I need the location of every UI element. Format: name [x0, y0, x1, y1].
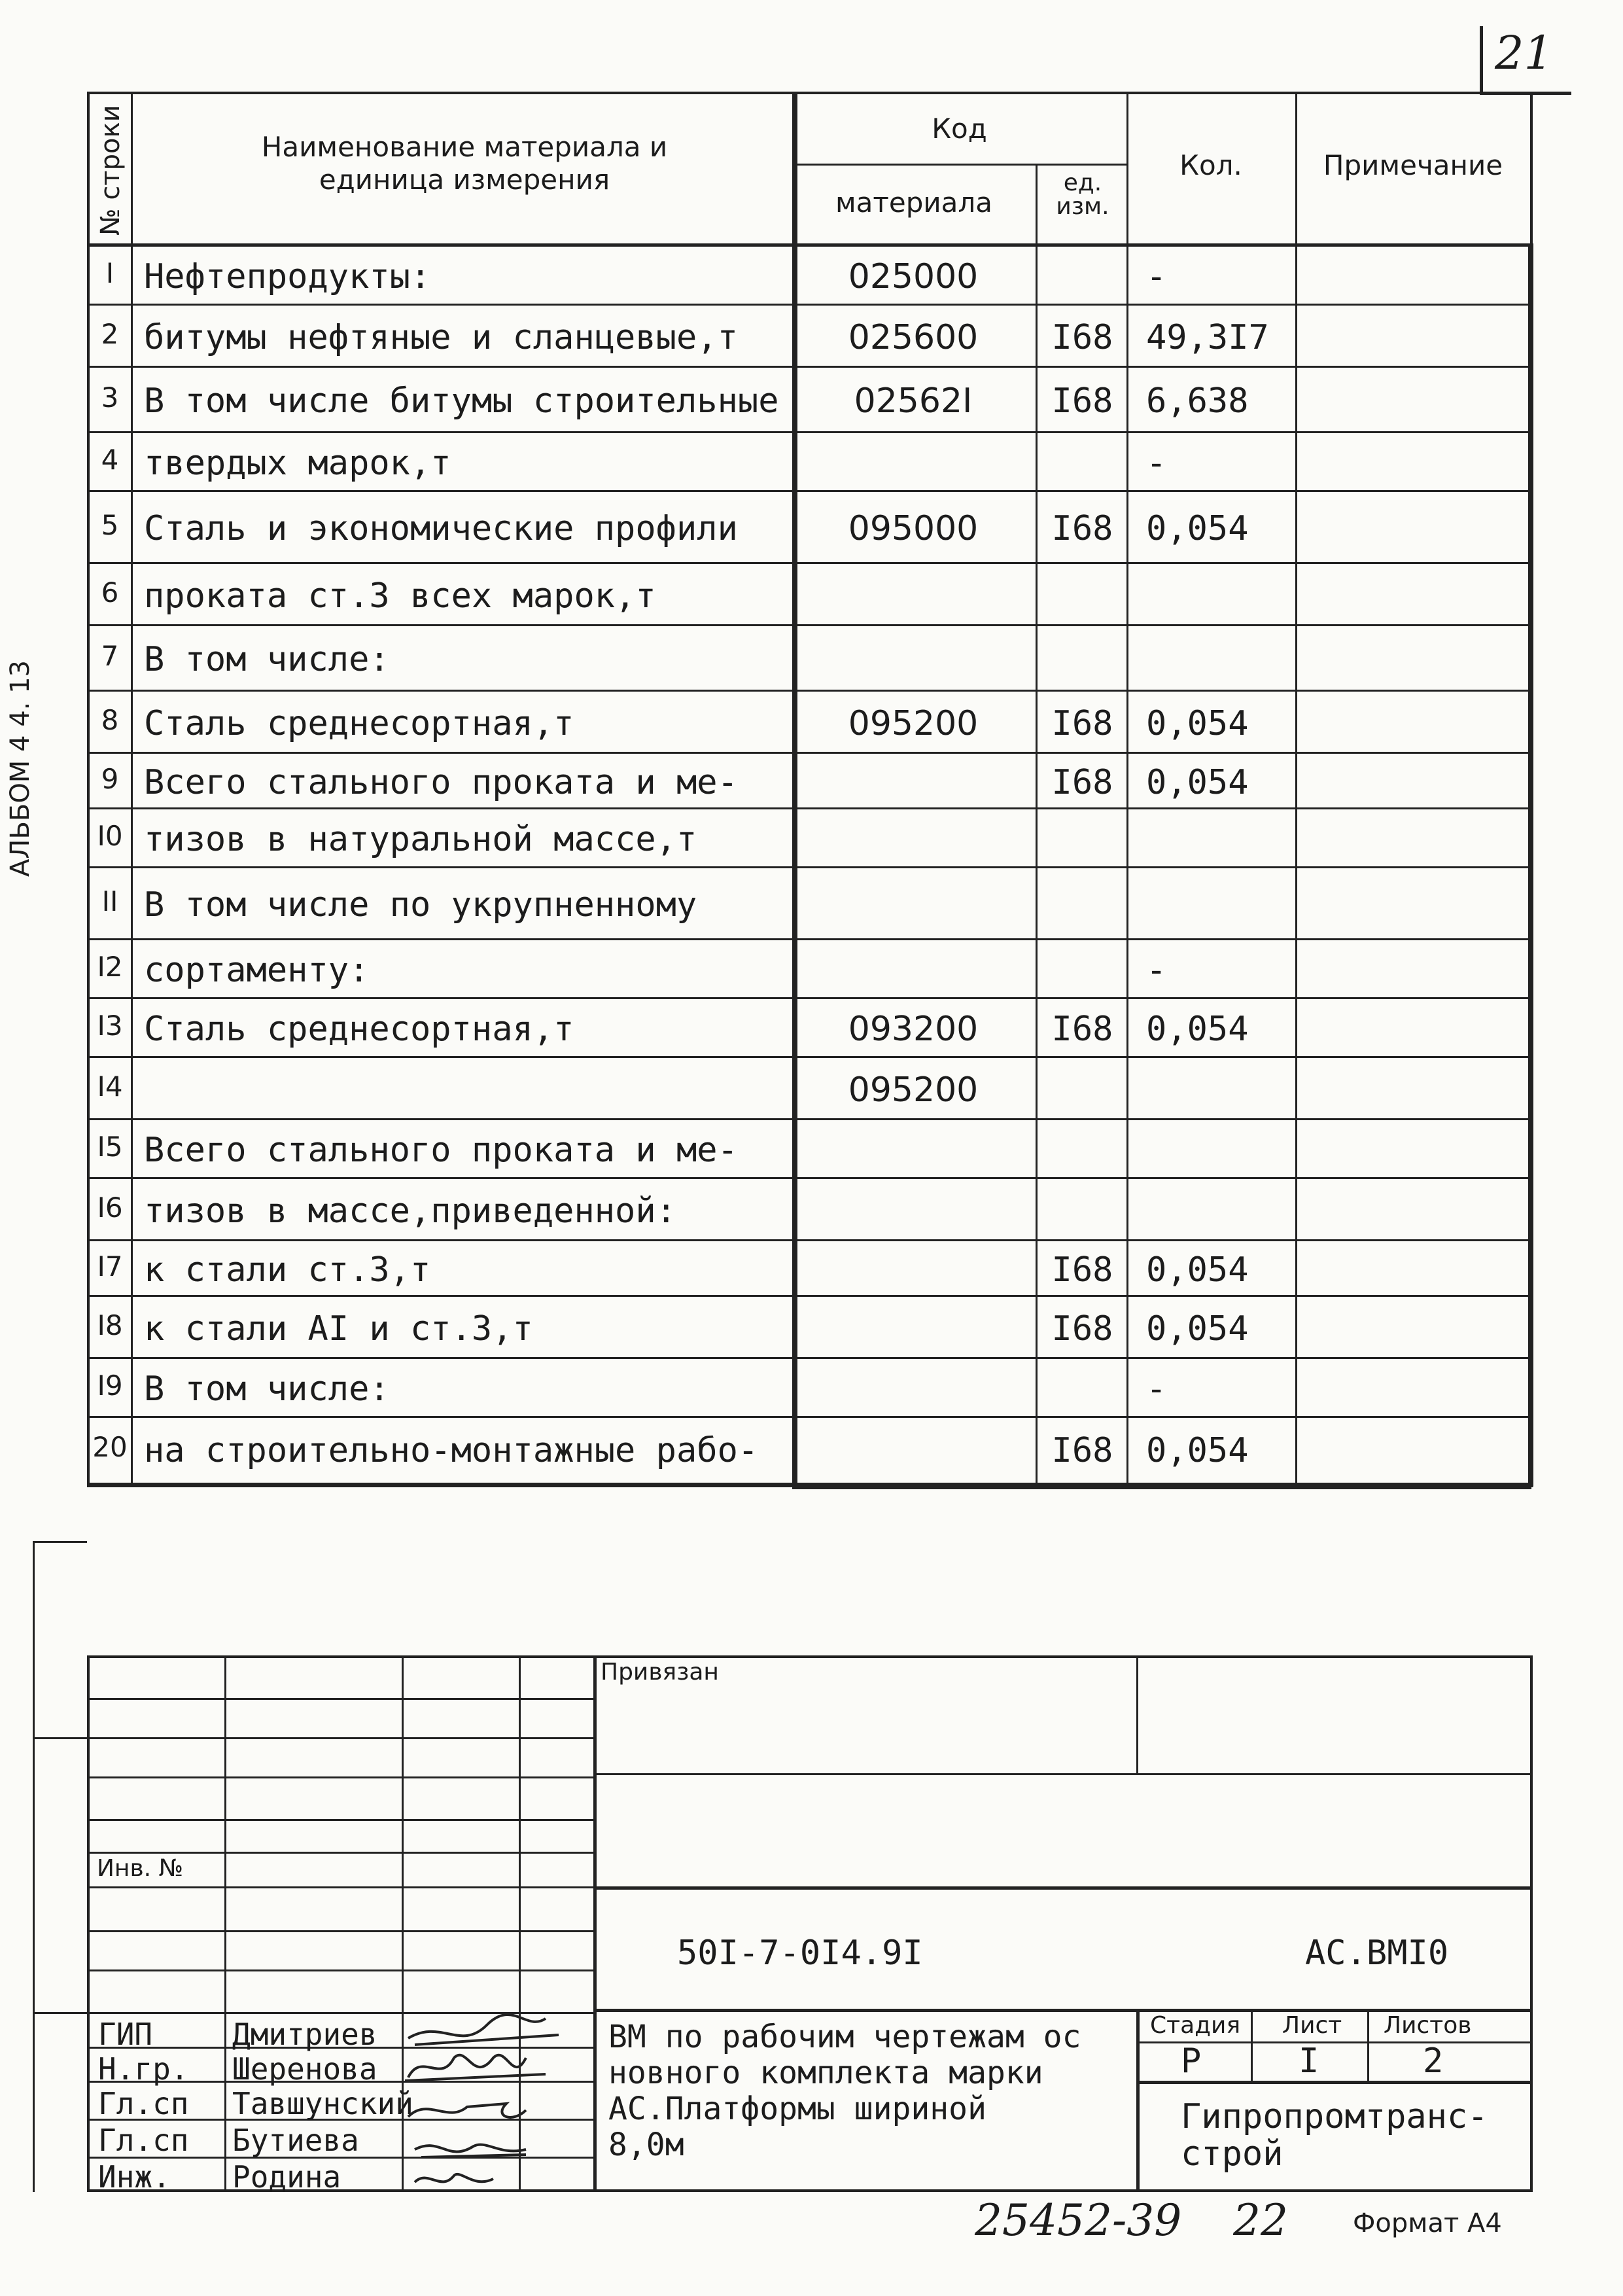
row-number: 4	[101, 444, 119, 476]
signatory-role: Н.гр.	[98, 2051, 189, 2087]
header-note: Примечание	[1323, 149, 1503, 181]
sheets-value: 2	[1423, 2041, 1444, 2081]
quantity: -	[1146, 951, 1167, 990]
document-title-line: ВМ по рабочим чертежам ос	[608, 2019, 1081, 2055]
col-line-note	[1528, 243, 1533, 1487]
tb-hline-privyazan	[593, 1773, 1533, 1775]
material-code: 025000	[848, 257, 979, 296]
title-block-row-line	[87, 1930, 593, 1932]
row-number: I3	[97, 1010, 123, 1042]
unit-code: I68	[1051, 1010, 1113, 1049]
row-number: 8	[101, 703, 119, 736]
header-code-unit: ед. изм.	[1056, 169, 1109, 220]
quantity: -	[1146, 444, 1167, 483]
quantity: 0,054	[1146, 509, 1249, 548]
header-code: Код	[932, 113, 987, 145]
row-separator	[87, 1056, 1533, 1058]
material-name: В том числе:	[144, 640, 390, 679]
footer-page: 22	[1233, 2195, 1288, 2246]
quantity: -	[1146, 257, 1167, 296]
material-code: 095200	[848, 703, 979, 743]
title-block-row-line	[87, 1969, 593, 1971]
material-code: 095000	[848, 509, 979, 548]
row-separator	[87, 624, 1533, 626]
title-block-row-line	[87, 1886, 593, 1888]
privyazan-label: Привязан	[601, 1659, 719, 1686]
row-separator	[87, 807, 1533, 809]
row-separator	[87, 1239, 1533, 1241]
material-name: Сталь и экономические профили	[144, 509, 738, 548]
quantity: 49,3I7	[1146, 317, 1269, 357]
album-side-label: АЛЬБОМ 4 4. 13	[5, 660, 35, 877]
material-code: 02562I	[854, 381, 973, 421]
row-number: 9	[101, 762, 119, 795]
sheet-value: I	[1299, 2041, 1319, 2081]
page-number-divider	[1480, 26, 1483, 95]
document-title-line: 8,0м	[608, 2127, 684, 2163]
left-margin-tick-2	[33, 1737, 87, 1739]
row-number: 2	[101, 317, 119, 350]
row-number: I6	[97, 1191, 123, 1224]
row-separator	[87, 1357, 1533, 1359]
unit-code: I68	[1051, 762, 1113, 802]
document-title-line: новного комплекта марки	[608, 2055, 1043, 2091]
header-rownum: № строки	[96, 105, 126, 236]
row-number: 7	[101, 640, 119, 672]
signatory-role: Инж.	[98, 2159, 171, 2195]
document-code: 50I-7-0I4.9I	[677, 1934, 923, 1973]
code-subheader-line	[792, 164, 1126, 166]
row-separator	[87, 366, 1533, 368]
quantity: 0,054	[1146, 1250, 1249, 1290]
organization-line-2: строй	[1181, 2134, 1283, 2174]
row-separator	[87, 690, 1533, 692]
unit-code: I68	[1051, 509, 1113, 548]
tb-hline-org	[1136, 2081, 1533, 2084]
row-number: 6	[101, 576, 119, 609]
row-separator	[87, 1118, 1533, 1120]
material-name: Сталь среднесортная,т	[144, 703, 574, 743]
material-name: битумы нефтяные и сланцевые,т	[144, 317, 738, 357]
material-name: В том числе по укрупненному	[144, 885, 697, 925]
material-name: твердых марок,т	[144, 444, 451, 483]
row-number: I0	[97, 820, 123, 852]
material-code: 095200	[848, 1070, 979, 1110]
col-line-qty	[1295, 92, 1297, 1485]
signatory-name: Шеренова	[232, 2051, 377, 2087]
header-qty: Кол.	[1179, 149, 1242, 181]
row-number: I2	[97, 951, 123, 983]
sheets-label: Листов	[1384, 2012, 1472, 2039]
inv-no-label: Инв. №	[97, 1855, 184, 1882]
row-number: I7	[97, 1250, 123, 1282]
signature-scribbles	[402, 2012, 598, 2195]
signatory-name: Тавшунский	[232, 2086, 413, 2121]
tb-vline-1	[224, 1655, 226, 2192]
quantity: 0,054	[1146, 703, 1249, 743]
unit-code: I68	[1051, 1309, 1113, 1349]
quantity: 0,054	[1146, 762, 1249, 802]
row-number: I8	[97, 1309, 123, 1341]
sheet-label: Лист	[1282, 2012, 1342, 2039]
row-separator	[87, 1416, 1533, 1418]
tb-vline-sheet	[1251, 2009, 1253, 2081]
material-name: тизов в массе,приведенной:	[144, 1191, 676, 1231]
tb-vline-sheets	[1367, 2009, 1369, 2081]
material-name: сортаменту:	[144, 951, 370, 990]
row-separator	[87, 490, 1533, 492]
header-name: Наименование материала и единица измерения	[261, 131, 668, 196]
title-block-row-line	[87, 1737, 593, 1739]
title-block-row-line	[87, 1776, 593, 1778]
page-number: 21	[1495, 26, 1554, 80]
header-code-material: материала	[835, 186, 992, 219]
row-number: 5	[101, 509, 119, 541]
row-number: I4	[97, 1070, 123, 1103]
row-number: I5	[97, 1131, 123, 1163]
unit-code: I68	[1051, 1250, 1113, 1290]
row-separator	[87, 1295, 1533, 1297]
unit-code: I68	[1051, 703, 1113, 743]
drawing-mark: АС.ВМI0	[1305, 1934, 1449, 1973]
tb-hline-code	[593, 1886, 1533, 1890]
material-name: Сталь среднесортная,т	[144, 1010, 574, 1049]
row-separator	[87, 866, 1533, 868]
title-block-row-line	[87, 1852, 593, 1854]
left-margin-line	[33, 1541, 35, 2192]
col-line-rownum	[131, 92, 133, 1485]
row-separator	[87, 304, 1533, 306]
quantity: 0,054	[1146, 1309, 1249, 1349]
material-name: Всего стального проката и ме-	[144, 1131, 738, 1170]
format-label: Формат А4	[1353, 2208, 1502, 2238]
tb-vline-stage	[1136, 2009, 1140, 2192]
signatory-role: ГИП	[98, 2017, 153, 2052]
signatory-role: Гл.сп	[98, 2123, 189, 2158]
signatory-name: Бутиева	[232, 2123, 359, 2158]
unit-code: I68	[1051, 1431, 1113, 1470]
row-separator	[87, 431, 1533, 433]
row-number: II	[101, 885, 118, 917]
tb-vline-5	[1136, 1655, 1138, 1773]
row-number: I	[105, 257, 114, 289]
stage-label: Стадия	[1150, 2012, 1241, 2039]
signatory-name: Дмитриев	[232, 2017, 377, 2052]
row-separator	[87, 938, 1533, 940]
material-name: В том числе:	[144, 1369, 390, 1409]
row-number: I9	[97, 1369, 123, 1402]
stage-value: Р	[1181, 2041, 1202, 2081]
row-separator	[87, 997, 1533, 999]
document-title-line: АС.Платформы шириной	[608, 2091, 986, 2127]
col-line-name	[792, 92, 797, 1485]
col-line-code	[1036, 164, 1038, 1485]
material-name: В том числе битумы строительные	[144, 381, 779, 421]
material-name: Всего стального проката и ме-	[144, 762, 738, 802]
material-name: на строительно-монтажные рабо-	[144, 1431, 759, 1470]
handwritten-number: 25452-39	[975, 2195, 1182, 2246]
material-name: к стали АI и ст.3,т	[144, 1309, 533, 1349]
row-separator	[87, 1177, 1533, 1179]
quantity: 0,054	[1146, 1010, 1249, 1049]
material-code: 093200	[848, 1010, 979, 1049]
row-separator	[87, 752, 1533, 754]
title-block-top-line	[87, 1485, 1533, 1487]
quantity: 0,054	[1146, 1431, 1249, 1470]
organization-line-1: Гипропромтранс-	[1181, 2097, 1488, 2136]
title-block-row-line	[87, 1819, 593, 1821]
material-code: 025600	[848, 317, 979, 357]
material-name: к стали ст.3,т	[144, 1250, 431, 1290]
row-number: 3	[101, 381, 119, 414]
quantity: -	[1146, 1369, 1167, 1409]
title-block-row-line	[87, 1698, 593, 1700]
signatory-name: Родина	[232, 2159, 341, 2195]
left-margin-tick-3	[33, 2012, 87, 2014]
material-name: проката ст.3 всех марок,т	[144, 576, 656, 616]
quantity: 6,638	[1146, 381, 1249, 421]
material-name: тизов в натуральной массе,т	[144, 820, 697, 859]
left-margin-tick-1	[33, 1541, 87, 1543]
row-number: 20	[92, 1431, 128, 1463]
header-bottom-line	[87, 243, 1533, 247]
unit-code: I68	[1051, 317, 1113, 357]
unit-code: I68	[1051, 381, 1113, 421]
material-name: Нефтепродукты:	[144, 257, 431, 296]
row-separator	[87, 562, 1533, 564]
signatory-role: Гл.сп	[98, 2086, 189, 2121]
